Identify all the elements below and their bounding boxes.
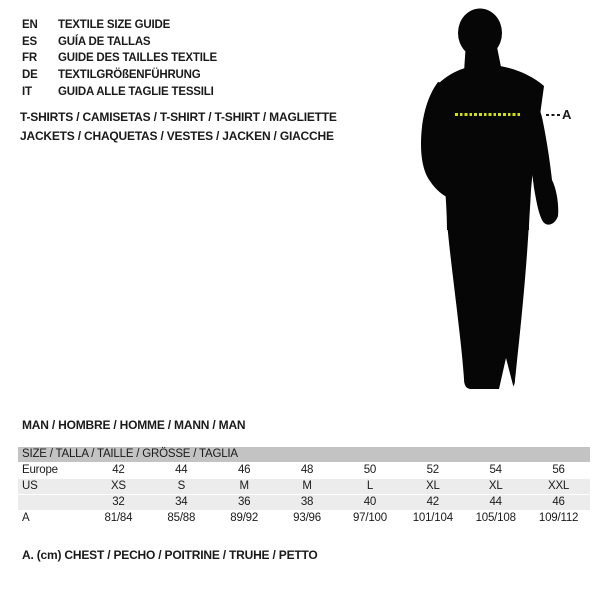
size-cell: 85/88 <box>167 512 196 524</box>
language-label: GUÍA DE TALLAS <box>58 35 151 48</box>
language-label: TEXTILE SIZE GUIDE <box>58 19 171 32</box>
measure-extension-dashed-line <box>546 114 561 116</box>
size-cell: 52 <box>426 464 440 476</box>
category-line-jackets: JACKETS / CHAQUETAS / VESTES / JACKEN / GIACCHE <box>20 128 334 143</box>
language-code: EN <box>22 19 38 32</box>
language-row-it <box>22 83 217 100</box>
size-cell: 36 <box>237 496 251 508</box>
size-cell: 56 <box>552 464 565 476</box>
size-cell: 32 <box>112 496 125 508</box>
size-cell: 97/100 <box>352 512 387 524</box>
language-label: TEXTILGRÖßENFÜHRUNG <box>58 69 201 82</box>
size-cell: 34 <box>175 496 188 508</box>
size-cell: 44 <box>175 464 188 476</box>
size-cell: 46 <box>552 496 565 508</box>
size-cell: 109/112 <box>538 512 579 524</box>
language-code: IT <box>22 85 32 98</box>
language-label: GUIDE DES TAILLES TEXTILE <box>58 52 217 65</box>
size-cell: XXL <box>547 480 570 492</box>
size-cell: 81/84 <box>104 512 133 524</box>
size-cell: 44 <box>489 496 502 508</box>
size-cell: 40 <box>363 496 377 508</box>
language-row-es <box>22 34 217 51</box>
size-table <box>18 447 590 526</box>
language-code: ES <box>22 35 37 48</box>
language-list <box>22 17 217 100</box>
man-silhouette <box>420 8 560 393</box>
size-cell: 50 <box>363 464 377 476</box>
section-title-man: MAN / HOMBRE / HOMME / MANN / MAN <box>22 418 246 432</box>
size-cell: 38 <box>300 496 314 508</box>
table-row-a-chest <box>18 511 590 526</box>
size-cell: 48 <box>300 464 314 476</box>
table-row-europe <box>18 463 590 478</box>
language-label: GUIDA ALLE TAGLIE TESSILI <box>58 85 214 98</box>
category-lines <box>20 107 337 145</box>
language-row-de <box>22 67 217 84</box>
size-cell: 42 <box>426 496 440 508</box>
row-label: US <box>22 480 38 492</box>
row-label <box>18 495 87 510</box>
language-code: DE <box>22 69 38 82</box>
size-cell: 101/104 <box>412 512 453 524</box>
table-row-us-numeric <box>18 495 590 510</box>
size-table-header: SIZE / TALLA / TAILLE / GRÖSSE / TAGLIA <box>18 447 590 462</box>
size-cell: M <box>302 480 312 492</box>
size-cell: XL <box>425 480 440 492</box>
language-code: FR <box>22 52 37 65</box>
footnote-chest: A. (cm) CHEST / PECHO / POITRINE / TRUHE / PETTO <box>22 548 318 562</box>
size-cell: M <box>239 480 249 492</box>
row-label: A <box>22 512 30 524</box>
size-cell: XS <box>110 480 126 492</box>
language-row-en <box>22 17 217 34</box>
row-label: Europe <box>22 464 58 476</box>
chest-measure-dotted-line <box>455 113 521 116</box>
silhouette-legs <box>447 222 529 389</box>
table-row-us <box>18 479 590 494</box>
category-line-tshirts: T-SHIRTS / CAMISETAS / T-SHIRT / T-SHIRT / MAGLIETTE <box>20 109 337 124</box>
size-cell: 54 <box>489 464 502 476</box>
size-cell: XL <box>488 480 503 492</box>
size-cell: 93/96 <box>293 512 321 524</box>
size-cell: S <box>177 480 186 492</box>
size-cell: 46 <box>237 464 251 476</box>
size-cell: 89/92 <box>230 512 259 524</box>
size-cell: 105/108 <box>475 512 516 524</box>
measure-label-a: A <box>562 107 572 122</box>
size-cell: L <box>366 480 374 492</box>
size-cell: 42 <box>112 464 125 476</box>
language-row-fr <box>22 50 217 67</box>
